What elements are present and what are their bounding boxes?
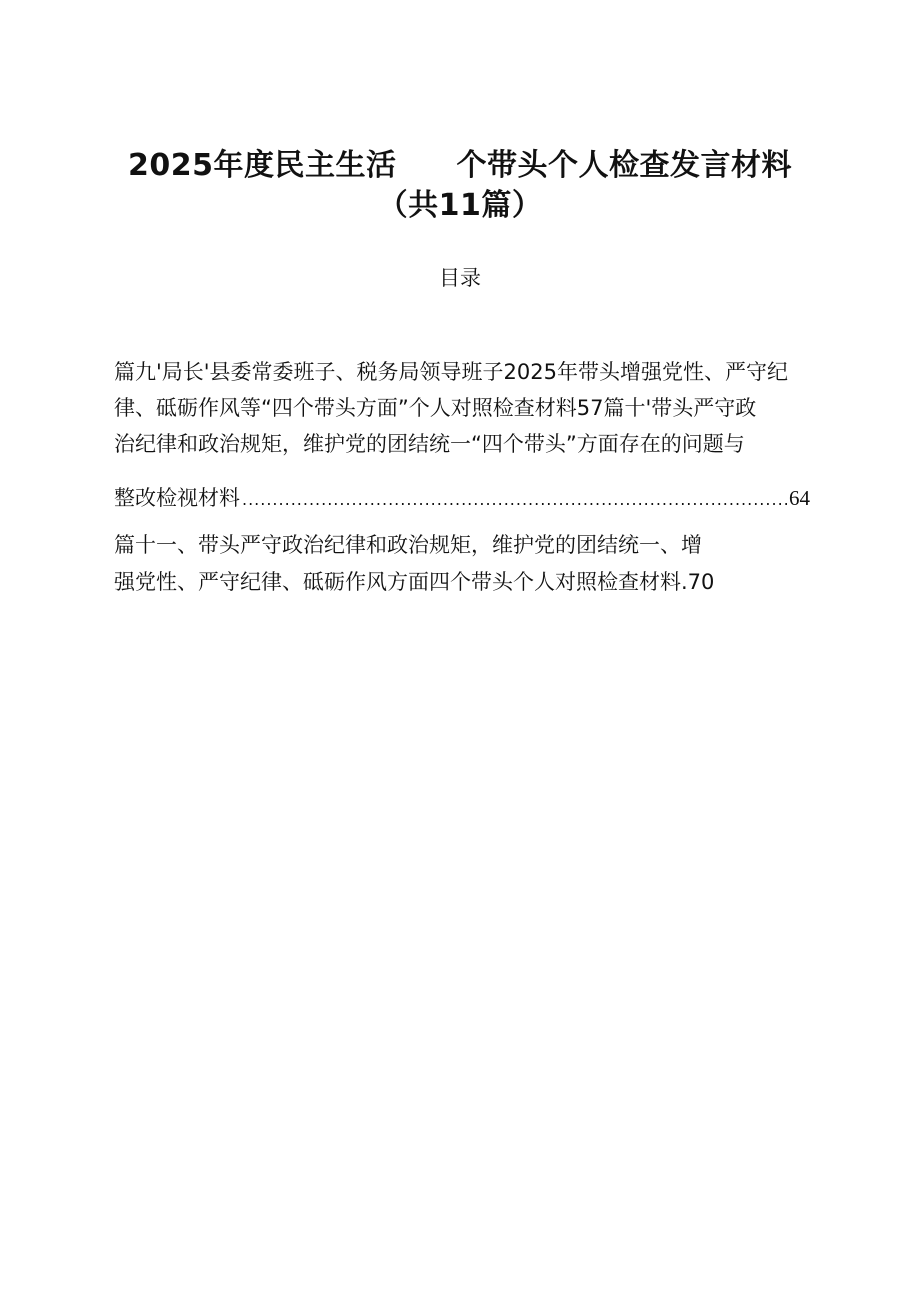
toc-entry-line-with-leader — [114, 483, 810, 515]
toc-entry-line: 治纪律和政治规矩，维护党的团结统一“四个带头”方面存在的问题与 — [114, 432, 745, 456]
toc-entry-text: 整改检视材料 — [114, 486, 240, 510]
document-title — [0, 140, 920, 184]
dot-leader — [242, 485, 787, 515]
toc-entry-line: 篇九'局长'县委常委班子、税务局领导班子2025年带头增强党性、严守纪 — [114, 360, 788, 384]
title-part-1: 2025年度民主生活 — [128, 148, 397, 183]
toc-entry-line: 律、砥砺作风等“四个带头方面”个人对照检查材料57篇十'带头严守政 — [114, 396, 757, 420]
toc-page-number: 64 — [789, 486, 810, 510]
toc-entry-line: 强党性、严守纪律、砥砺作风方面四个带头个人对照检查材料.70 — [114, 570, 715, 594]
title-part-2: 个带头个人检查发言材料 — [456, 148, 792, 183]
toc-heading: 目录 — [439, 266, 481, 290]
document-subtitle: （共11篇） — [377, 188, 543, 223]
toc-entry-line: 篇十一、带头严守政治纪律和政治规矩，维护党的团结统一、增 — [114, 533, 702, 557]
